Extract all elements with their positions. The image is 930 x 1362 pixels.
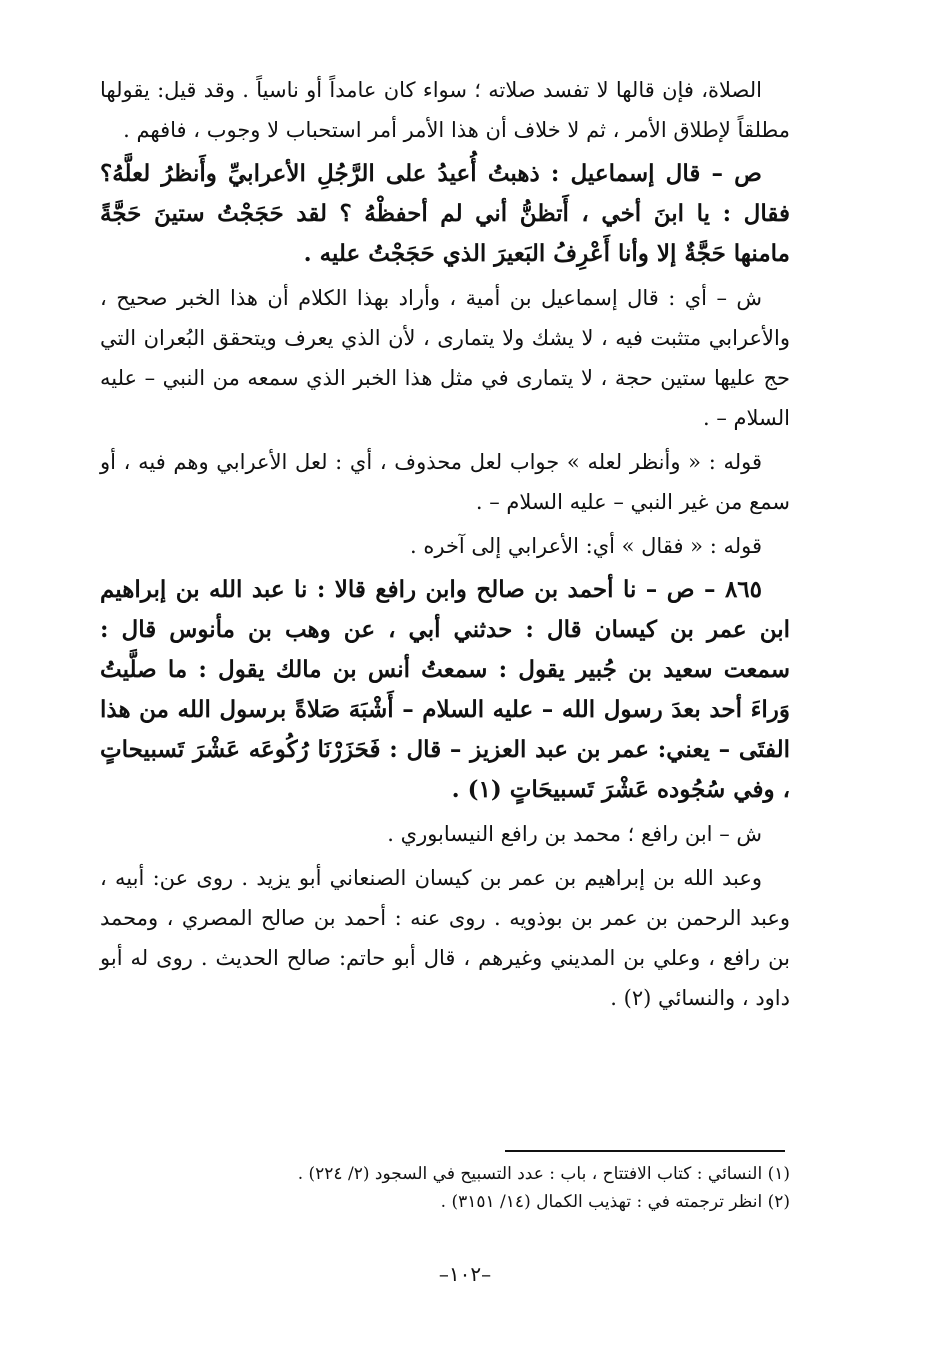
page-number: –١٠٢– xyxy=(438,1262,492,1286)
footnote-1: (١) النسائي : كتاب الافتتاح ، باب : عدد التسبيح في السجود (٢/ ٢٢٤) . xyxy=(297,1164,790,1184)
footnotes xyxy=(100,1160,790,1216)
footnote-2: (٢) انظر ترجمته في : تهذيب الكمال (١٤/ ٣١٥١) . xyxy=(440,1192,790,1212)
paragraph-7-commentary: ش – ابن رافع ؛ محمد بن رافع النيسابوري . xyxy=(387,822,762,846)
paragraph-3-commentary: ش – أي : قال إسماعيل بن أمية ، وأراد بهذا الكلام أن هذا الخبر صحيح ، والأعرابي متثبت فيه ، لا يشك ولا يتمارى ، لأن الذي يعرف ويتحقق البُعران التي حج عليها ستين حجة ، لا يتمارى في مثل هذا الخبر الذي سمعه من النبي – عليه السلام – . xyxy=(100,286,790,430)
footnote-separator xyxy=(505,1150,785,1152)
paragraph-2-hadith-text: ص – قال إسماعيل : ذهبتُ أُعيدُ على الرَّجُلِ الأعرابيِّ وأَنظرُ لعلَّهُ؟ فقال : يا ابنَ أخي ، أَتظنُّ أني لم أحفظْهُ ؟ لقد حَجَجْتُ ستينَ حَجَّةً مامنها حَجَّةٌ إلا وأنا أَعْرِفُ البَعيرَ الذي حَجَجْتُ عليه . xyxy=(100,160,790,267)
paragraph-1: الصلاة، فإن قالها لا تفسد صلاته ؛ سواء كان عامداً أو ناسياً . وقد قيل: يقولها مطلقاً لإطلاق الأمر ، ثم لا خلاف أن هذا الأمر أمر استحباب لا وجوب ، فافهم . xyxy=(100,78,790,142)
page-body xyxy=(100,70,790,1018)
paragraph-5-commentary: قوله : « فقال » أي: الأعرابي إلى آخره . xyxy=(410,534,762,558)
paragraph-4-commentary: قوله : « وأنظر لعله » جواب لعل محذوف ، أي : لعل الأعرابي وهم فيه ، أو سمع من غير النبي – عليه السلام – . xyxy=(100,450,790,514)
paragraph-6-hadith-865: ٨٦٥ – ص – نا أحمد بن صالح وابن رافع قالا : نا عبد الله بن إبراهيم ابن عمر بن كيسان قال : حدثني أبي ، عن وهب بن مأنوس قال : سمعت سعيد بن جُبير يقول : سمعتُ أنس بن مالك يقول : ما صلَّيتُ وَراءَ أحد بعدَ رسول الله – عليه السلام – أَشْبَهَ صَلاةً برسول الله من هذا الفتَى – يعني: عمر بن عبد العزيز – قال : فَحَزَرْنَا رُكُوعَه عَشْرَ تَسبيحاتٍ ، وفي سُجُوده عَشْرَ تَسبيحَاتٍ (١) . xyxy=(100,576,790,803)
paragraph-8-biography: وعبد الله بن إبراهيم بن عمر بن كيسان الصنعاني أبو يزيد . روى عن: أبيه ، وعبد الرحمن بن عمر بن بوذويه . روى عنه : أحمد بن صالح المصري ، ومحمد بن رافع ، وعلي بن المديني وغيرهم ، قال أبو حاتم: صالح الحديث . روى له أبو داود ، والنسائي (٢) . xyxy=(100,866,790,1010)
